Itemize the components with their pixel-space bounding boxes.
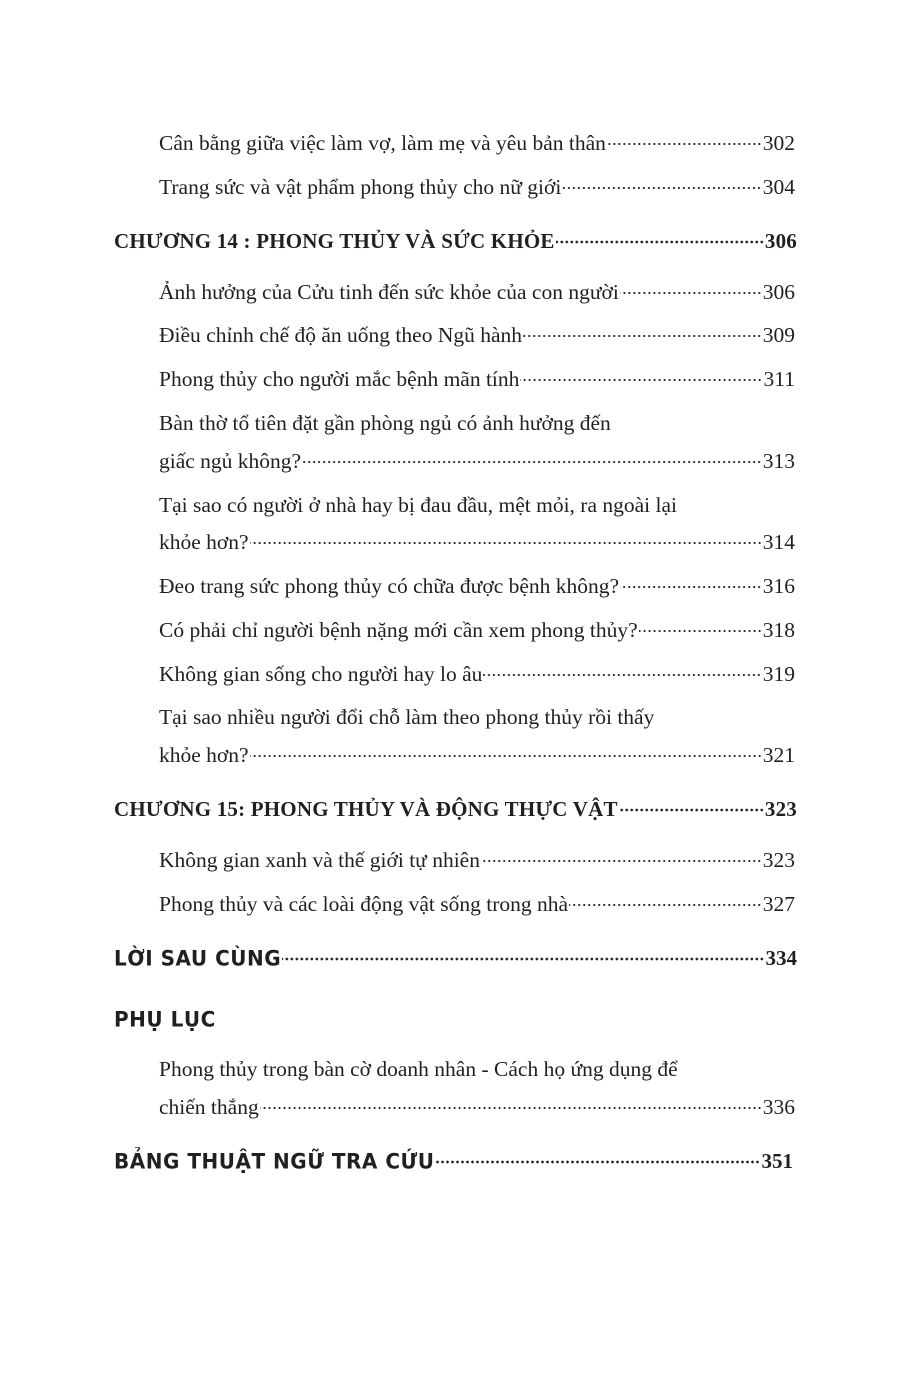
page-number: 316 [762,574,795,598]
entry-title: khỏe hơn? [159,743,249,767]
dot-leader [569,903,762,907]
entry-title: Phong thủy và các loài động vật sống trong nhà [159,892,569,916]
page-number: 302 [762,131,795,155]
dot-leader [607,142,762,146]
entry-title: Không gian xanh và thế giới tự nhiên [159,848,480,872]
entry-title-line1: Tại sao có người ở nhà hay bị đau đầu, mệt mỏi, ra ngoài lại [159,493,678,517]
dot-leader [619,808,764,812]
entry-title: khỏe hơn? [159,530,249,554]
page-number: 306 [764,229,797,253]
page-number: 336 [762,1095,795,1119]
entry-title: Cân bằng giữa việc làm vợ, làm mẹ và yêu bản thân [159,131,606,155]
entry-title: Không gian sống cho người hay lo âu [159,662,483,686]
entry-title: giấc ngủ không? [159,449,302,473]
entry-title-line1: Tại sao nhiều người đổi chỗ làm theo phong thủy rồi thấy [159,705,655,729]
page-number: 323 [764,797,797,821]
entry-title-line1: Bàn thờ tổ tiên đặt gần phòng ngủ có ảnh hưởng đến [159,411,611,435]
section-title: LỜI SAU CÙNG [114,945,282,971]
page-number: 321 [762,743,795,767]
entry-title: Trang sức và vật phẩm phong thủy cho nữ giới [159,175,562,199]
page-number: 309 [762,323,795,347]
dot-leader [520,378,762,382]
dot-leader [282,957,764,961]
page-number: 334 [765,946,797,970]
page-number: 304 [762,175,795,199]
chapter-title: CHƯƠNG 14 : PHONG THỦY VÀ SỨC KHỎE [114,229,555,253]
dot-leader [302,460,762,464]
dot-leader [639,629,762,633]
page-number: 351 [761,1149,793,1173]
page-number: 318 [762,618,795,642]
entry-title: Ảnh hưởng của Cửu tinh đến sức khỏe của con người [159,280,619,304]
dot-leader [523,334,762,338]
entry-title: chiến thắng [159,1095,259,1119]
section-title: PHỤ LỤC [114,1006,216,1032]
page-number: 311 [763,367,795,391]
entry-title-line1: Phong thủy trong bàn cờ doanh nhân - Cách họ ứng dụng để [159,1057,678,1081]
page-number: 314 [762,530,795,554]
chapter-title: CHƯƠNG 15: PHONG THỦY VÀ ĐỘNG THỰC VẬT [114,797,618,821]
page-number: 319 [762,662,795,686]
entry-title: Đeo trang sức phong thủy có chữa được bệnh không? [159,574,620,598]
dot-leader [260,1106,762,1110]
dot-leader [620,291,762,295]
dot-leader [556,240,764,244]
page-number: 306 [762,280,795,304]
dot-leader [620,585,762,589]
entry-title: Phong thủy cho người mắc bệnh mãn tính [159,367,520,391]
dot-leader [562,186,761,190]
dot-leader [483,673,761,677]
dot-leader [250,754,762,758]
page-number: 323 [762,848,795,872]
entry-title: Điều chỉnh chế độ ăn uống theo Ngũ hành [159,323,523,347]
page-number: 327 [762,892,795,916]
section-title: BẢNG THUẬT NGỮ TRA CỨU [114,1148,435,1174]
entry-title: Có phải chỉ người bệnh nặng mới cần xem phong thủy? [159,618,638,642]
dot-leader [481,859,762,863]
dot-leader [435,1160,760,1164]
page-number: 313 [762,449,795,473]
dot-leader [250,541,762,545]
